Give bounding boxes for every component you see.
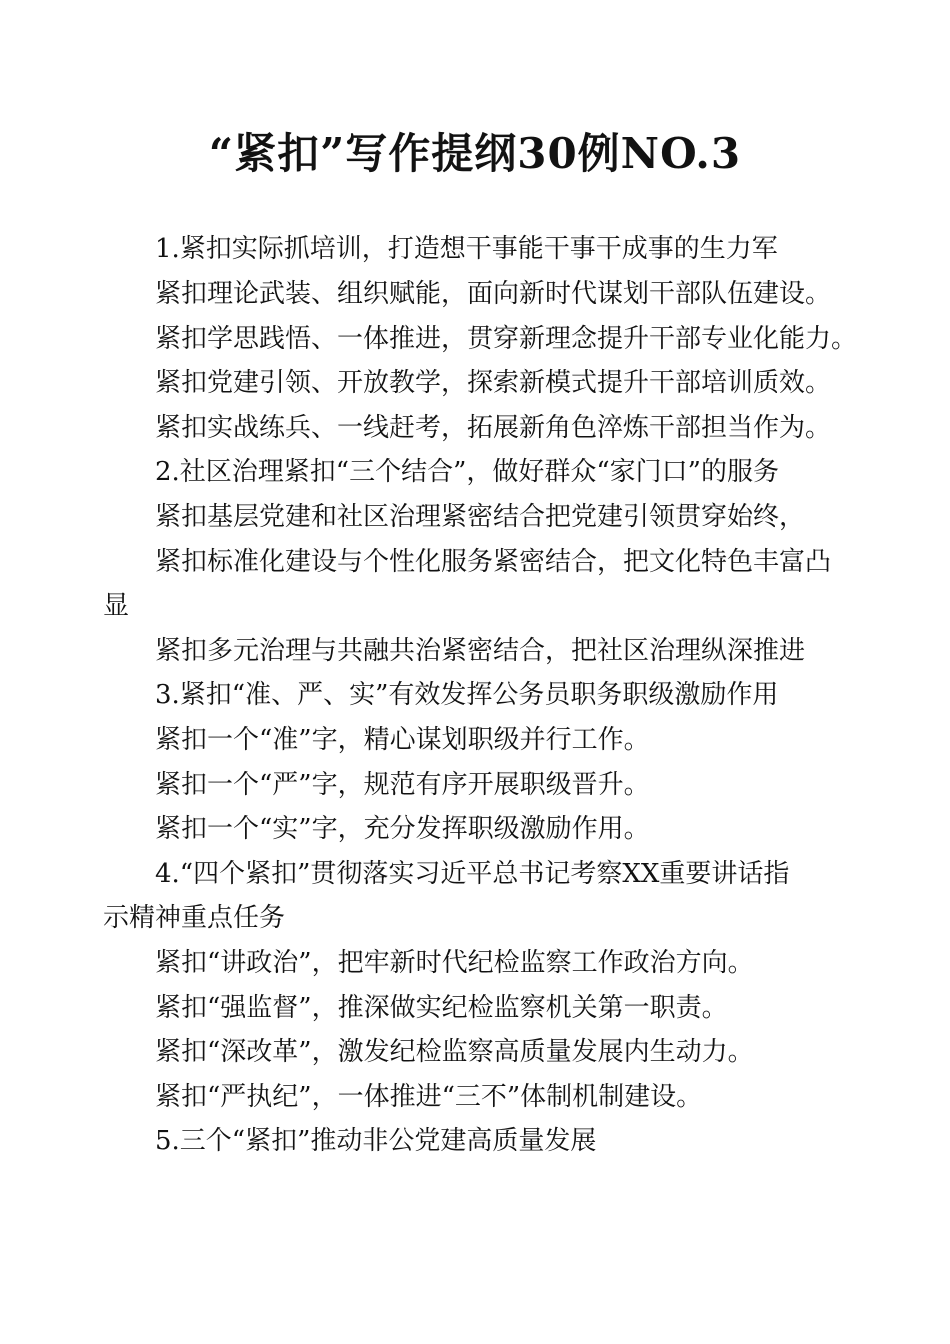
text-line: 紧扣“讲政治”，把牢新时代纪检监察工作政治方向。 <box>155 947 754 978</box>
text-line: 2.社区治理紧扣“三个结合”，做好群众“家门口”的服务 <box>155 457 779 488</box>
document-body <box>103 227 890 1163</box>
text-line: 5.三个“紧扣”推动非公党建高质量发展 <box>155 1126 597 1157</box>
text-line: 紧扣多元治理与共融共治紧密结合，把社区治理纵深推进 <box>155 635 806 666</box>
text-line: 紧扣学思践悟、一体推进，贯穿新理念提升干部专业化能力。 <box>155 323 858 354</box>
text-line: 紧扣标准化建设与个性化服务紧密结合，把文化特色丰富凸 <box>155 546 832 577</box>
text-line: 紧扣“强监督”，推深做实纪检监察机关第一职责。 <box>155 992 728 1023</box>
text-line: 紧扣一个“实”字，充分发挥职级激励作用。 <box>155 814 650 845</box>
text-line: 紧扣“深改革”，激发纪检监察高质量发展内生动力。 <box>155 1037 754 1068</box>
text-line: 显 <box>103 591 130 622</box>
text-line: 紧扣党建引领、开放教学，探索新模式提升干部培训质效。 <box>155 368 832 399</box>
text-line: 紧扣基层党建和社区治理紧密结合把党建引领贯穿始终， <box>155 502 806 532</box>
document-title: “紧扣”写作提纲30例NO.3 <box>208 129 742 178</box>
text-line: 示精神重点任务 <box>103 903 286 934</box>
text-line: 紧扣“严执纪”，一体推进“三不”体制机制建设。 <box>155 1081 703 1112</box>
text-line: 3.紧扣“准、严、实”有效发挥公务员职务职级激励作用 <box>155 680 779 711</box>
text-line: 紧扣一个“严”字，规范有序开展职级晋升。 <box>155 769 650 800</box>
text-line: 紧扣一个“准”字，精心谋划职级并行工作。 <box>155 724 650 755</box>
text-line: 1.紧扣实际抓培训，打造想干事能干事干成事的生力军 <box>155 234 778 265</box>
text-line: 紧扣理论武装、组织赋能，面向新时代谋划干部队伍建设。 <box>155 279 832 310</box>
text-line: 紧扣实战练兵、一线赶考，拓展新角色淬炼干部担当作为。 <box>155 412 832 443</box>
text-line: 4.“四个紧扣”贯彻落实习近平总书记考察XX重要讲话指 <box>155 858 790 889</box>
